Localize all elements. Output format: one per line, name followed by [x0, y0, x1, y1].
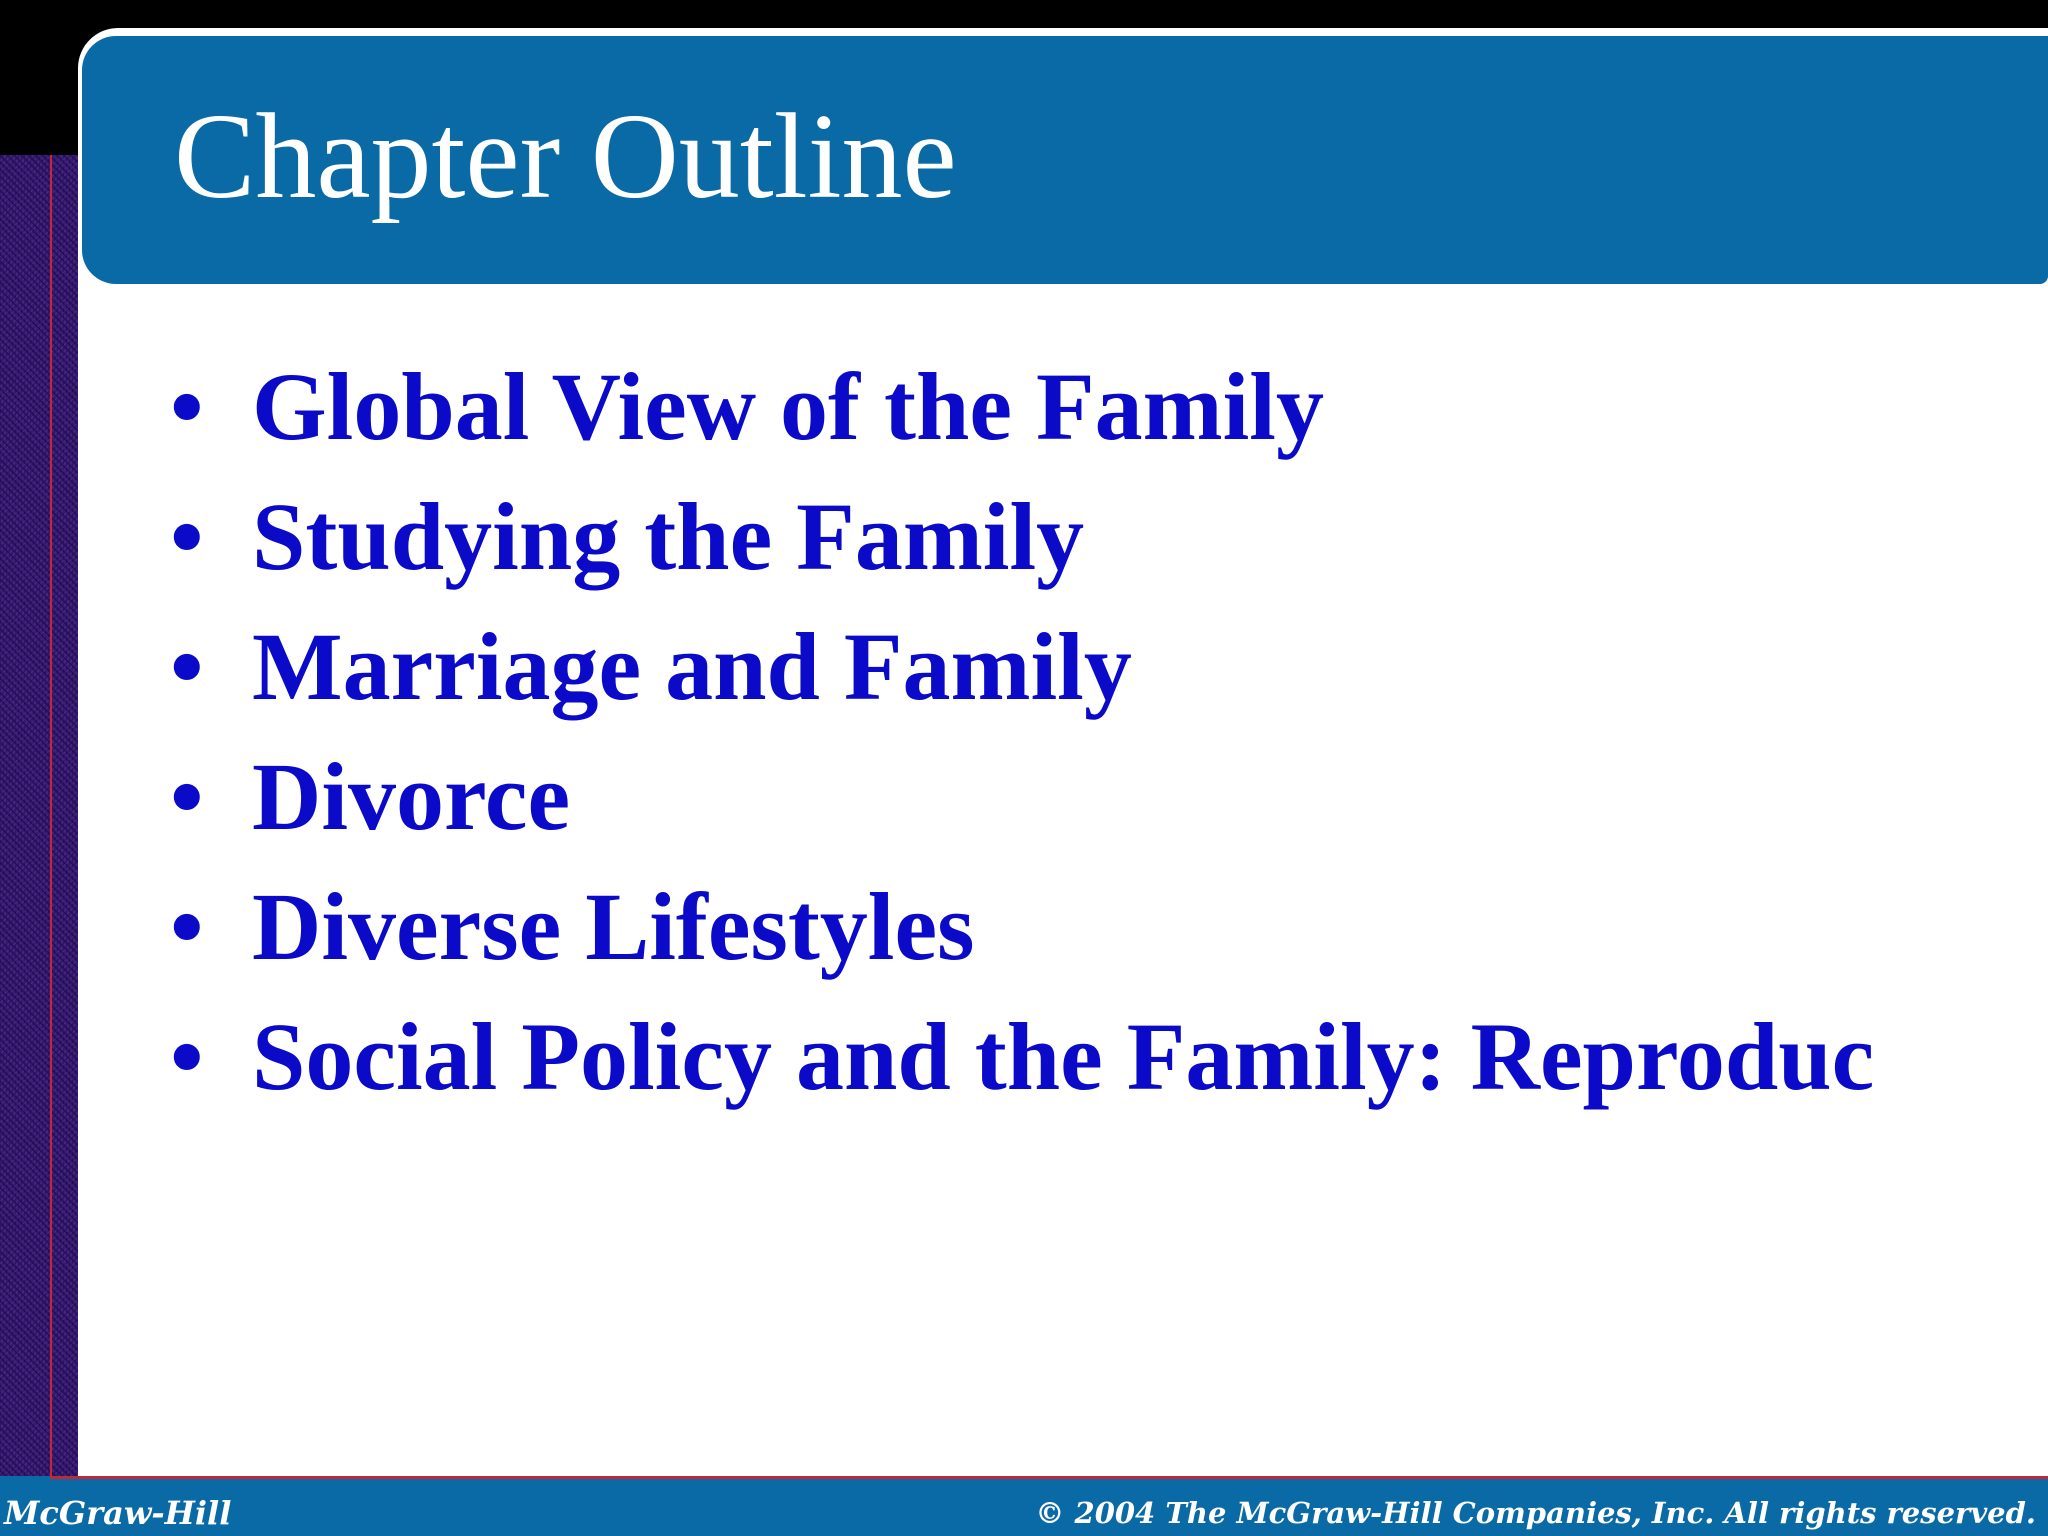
- slide-title: Chapter Outline: [174, 89, 957, 224]
- side-accent-line: [50, 155, 52, 1500]
- bullet-marker: •: [170, 743, 204, 850]
- bullet-item: [170, 602, 1966, 732]
- bullet-text: Divorce: [252, 743, 571, 850]
- bullet-list: [170, 342, 1966, 1122]
- bullet-marker: •: [170, 613, 204, 720]
- bullet-item: [170, 862, 1966, 992]
- bullet-item: [170, 732, 1966, 862]
- bullet-marker: •: [170, 873, 204, 980]
- footer-publisher: McGraw-Hill: [4, 1494, 232, 1532]
- bullet-text: Studying the Family: [252, 483, 1085, 590]
- bullet-text: Marriage and Family: [252, 613, 1132, 720]
- bullet-text: Global View of the Family: [252, 353, 1324, 460]
- bullet-marker: •: [170, 353, 204, 460]
- bullet-marker: •: [170, 1003, 204, 1110]
- bullet-marker: •: [170, 483, 204, 590]
- bullet-text: Social Policy and the Family: Reproduc: [252, 1003, 1875, 1110]
- bullet-text: Diverse Lifestyles: [252, 873, 975, 980]
- bullet-item: [170, 992, 1966, 1122]
- footer-accent-line: [50, 1476, 2048, 1479]
- footer-copyright: © 2004 The McGraw-Hill Companies, Inc. All rights reserved.: [1035, 1496, 2036, 1530]
- bullet-item: [170, 342, 1966, 472]
- bullet-item: [170, 472, 1966, 602]
